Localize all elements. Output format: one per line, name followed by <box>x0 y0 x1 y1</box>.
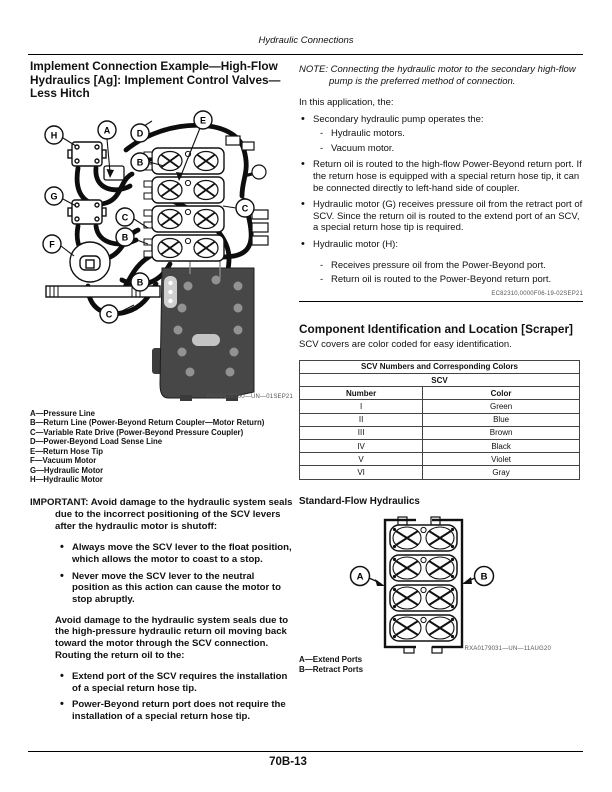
legend-item: G—Hydraulic Motor <box>30 465 104 475</box>
callout-letter: A <box>356 571 364 583</box>
callout-letter: D <box>136 128 144 139</box>
cell-color: Brown <box>423 426 580 439</box>
bullet-text: Hydraulic motor (H): <box>313 238 398 250</box>
page-number: 70B-13 <box>269 756 307 768</box>
left-column <box>30 60 293 723</box>
important-bullet-list <box>30 542 293 606</box>
callout-letter: B <box>136 277 144 288</box>
note-paragraph: NOTE: Connecting the hydraulic motor to the secondary high-flow pump is the preferred method of connection. <box>299 64 576 87</box>
legend-item: A—Extend Ports <box>299 655 363 665</box>
coupler-rows <box>390 525 457 641</box>
legend-item: B—Retract Ports <box>299 665 364 675</box>
right-column <box>299 60 583 675</box>
sub-list <box>313 260 583 286</box>
cell-color: Gray <box>423 466 580 479</box>
table-title: SCV Numbers and Corresponding Colors <box>300 360 580 373</box>
cell-number: III <box>300 426 423 439</box>
important-bullet-list-2 <box>30 671 293 723</box>
callout-letter: A <box>103 125 111 136</box>
figure-code: RXA0179031—UN—11AUG20 <box>464 646 551 653</box>
sub-item: - Receives pressure oil from the Power-Beyond port. <box>313 260 583 272</box>
implement-connection-diagram <box>30 110 293 402</box>
section-divider <box>299 301 583 302</box>
left-section-title: Implement Connection Example—High-Flow Hydraulics [Ag]: Implement Control Valves—Less Hitch <box>30 59 281 101</box>
standard-flow-legend <box>299 655 583 675</box>
application-bullet-list <box>299 114 583 286</box>
legend-item: B—Return Line (Power-Beyond Return Coupler—Motor Return) <box>30 418 265 428</box>
bullet-item <box>299 239 583 286</box>
important-bullet: • Always move the SCV lever to the float position, which allows the motor to coast to a stop. <box>30 542 293 565</box>
callout-letter: B <box>121 232 129 243</box>
legend-item: H—Hydraulic Motor <box>30 474 103 484</box>
callout-letter: E <box>199 115 207 126</box>
cell-color: Blue <box>423 413 580 426</box>
callout-b-group <box>462 567 494 586</box>
header-rule <box>28 54 583 55</box>
section-intro: SCV covers are color coded for easy identification. <box>299 339 512 351</box>
important-paragraph-2: Avoid damage to the hydraulic system seals due to the high-pressure hydraulic return oil moving back toward the motor through the SCV connection. Routing the return oil to the: <box>55 614 289 661</box>
callout-letter: B <box>480 571 488 583</box>
bullet-item: • Hydraulic motor (G) receives pressure oil from the retract port of SCV. Since the return oil is routed to the extend port of an SCV, a special return hose tip is required. <box>299 199 583 234</box>
important-bullet: • Never move the SCV lever to the neutral position as this action can cause the motor to stop abruptly. <box>30 571 293 606</box>
hydraulic-motor-h-shape <box>68 142 106 166</box>
table-row <box>300 453 580 466</box>
table-row <box>300 466 580 479</box>
cell-color: Green <box>423 400 580 413</box>
callout-letter: F <box>49 239 55 250</box>
table-group-header: SCV <box>300 374 580 387</box>
cell-number: I <box>300 400 423 413</box>
sub-item: - Return oil is routed to the Power-Beyond return port. <box>313 274 583 286</box>
bullet-text: Secondary hydraulic pump operates the: <box>313 113 484 125</box>
bullet-item: • Return oil is routed to the high-flow Power-Beyond return port. If the return hose is equipped with a special return hose tip, it can be connected directly to left-hand side of coupler. <box>299 159 583 194</box>
standard-flow-figure <box>340 516 520 658</box>
cell-number: VI <box>300 466 423 479</box>
table-row <box>300 413 580 426</box>
callout-letter: B <box>136 157 144 168</box>
legend-item: E—Return Hose Tip <box>30 446 104 456</box>
legend-item: F—Vacuum Motor <box>30 456 97 466</box>
cell-number: II <box>300 413 423 426</box>
bullet-item <box>299 114 583 155</box>
right-section-title: Component Identification and Location [Scraper] <box>299 321 573 336</box>
document-code: EC82310,0000F06-19-02SEP21 <box>491 290 583 297</box>
callout-a-group <box>351 567 386 587</box>
application-intro: In this application, the: <box>299 97 394 109</box>
panel-top-notch <box>416 517 432 523</box>
hydraulic-motor-g-shape <box>68 200 106 224</box>
callout-letter: H <box>50 130 58 141</box>
running-head: Hydraulic Connections <box>258 35 354 46</box>
callout-letter: C <box>105 309 113 320</box>
cell-number: V <box>300 453 423 466</box>
callout-letter: G <box>50 191 58 202</box>
column-header-number: Number <box>300 387 423 400</box>
standard-flow-diagram <box>340 516 583 658</box>
legend-item: C—Variable Rate Drive (Power-Beyond Pressure Coupler) <box>30 427 244 437</box>
table-row <box>300 400 580 413</box>
cell-number: IV <box>300 440 423 453</box>
callout-letter: C <box>121 212 129 223</box>
cell-color: Black <box>423 440 580 453</box>
implement-connection-figure <box>30 110 293 402</box>
footer-rule <box>28 751 583 752</box>
column-header-color: Color <box>423 387 580 400</box>
legend-item: D—Power-Beyond Load Sense Line <box>30 437 163 447</box>
panel-bottom-notch <box>416 644 432 650</box>
figure-legend <box>30 409 293 484</box>
scv-color-table <box>299 360 580 480</box>
important-bullet: • Extend port of the SCV requires the installation of a special return hose tip. <box>30 671 293 694</box>
sub-list <box>313 128 583 154</box>
pressure-line-fitting-shape <box>104 166 124 180</box>
table-row <box>300 426 580 439</box>
cell-color: Violet <box>423 453 580 466</box>
standard-flow-subhead: Standard-Flow Hydraulics <box>299 495 420 507</box>
important-notice: IMPORTANT: Avoid damage to the hydraulic system seals due to the incorrect positioning of the SCV levers after the hydraulic motor is shutoff: <box>30 497 293 532</box>
legend-item: A—Pressure Line <box>30 409 95 419</box>
important-bullet: • Power-Beyond return port does not require the installation of a special return hose tip. <box>30 699 293 722</box>
figure-code: RXA0185300—UN—01SEP21 <box>207 394 293 401</box>
callout-letter: C <box>241 203 249 214</box>
table-row <box>300 440 580 453</box>
sub-item: - Hydraulic motors. <box>313 128 583 140</box>
sub-item: - Vacuum motor. <box>313 143 583 155</box>
